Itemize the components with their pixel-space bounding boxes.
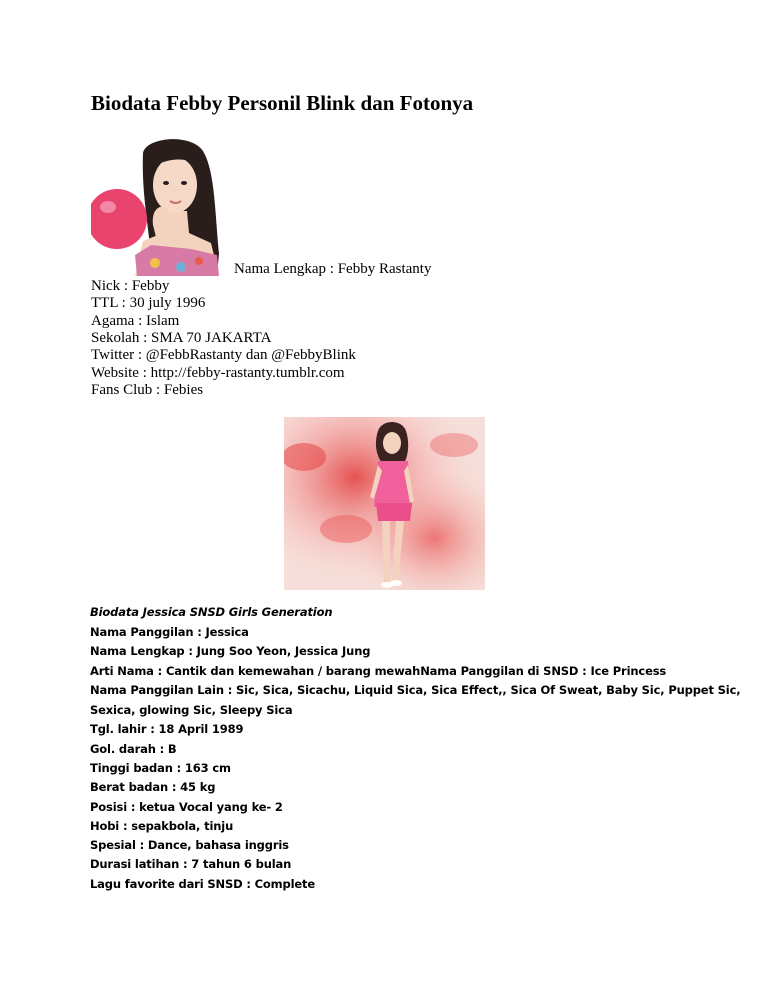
jessica-info-line: Arti Nama : Cantik dan kemewahan / barang mewahNama Panggilan di SNSD : Ice Princess (90, 664, 667, 678)
jessica-info-line: Sexica, glowing Sic, Sleepy Sica (90, 703, 293, 717)
page-title: Biodata Febby Personil Blink dan Fotonya (91, 91, 474, 115)
febby-info-line: TTL : 30 july 1996 (91, 295, 206, 311)
jessica-info-line: Nama Lengkap : Jung Soo Yeon, Jessica Jung (90, 644, 371, 658)
jessica-photo (284, 417, 485, 590)
jessica-info-line: Posisi : ketua Vocal yang ke- 2 (90, 800, 283, 814)
febby-photo (91, 133, 231, 276)
jessica-info-line: Berat badan : 45 kg (90, 780, 216, 794)
jessica-info-line: Durasi latihan : 7 tahun 6 bulan (90, 857, 292, 871)
jessica-info-line: Tinggi badan : 163 cm (90, 761, 231, 775)
jessica-heading: Biodata Jessica SNSD Girls Generation (90, 605, 333, 619)
jessica-info-line: Nama Panggilan : Jessica (90, 625, 249, 639)
jessica-info-line: Hobi : sepakbola, tinju (90, 819, 234, 833)
febby-info-line: Sekolah : SMA 70 JAKARTA (91, 330, 272, 346)
febby-info-line: Twitter : @FebbRastanty dan @FebbyBlink (91, 347, 356, 363)
jessica-info-line: Tgl. lahir : 18 April 1989 (90, 722, 244, 736)
febby-info-line: Agama : Islam (91, 313, 180, 329)
jessica-info-line: Gol. darah : B (90, 742, 177, 756)
jessica-info-line: Lagu favorite dari SNSD : Complete (90, 877, 316, 891)
febby-info-line: Nama Lengkap : Febby Rastanty (234, 261, 432, 277)
jessica-info-line: Spesial : Dance, bahasa inggris (90, 838, 289, 852)
febby-info-line: Nick : Febby (91, 278, 170, 294)
febby-info-line: Website : http://febby-rastanty.tumblr.com (91, 365, 345, 381)
jessica-info-line: Nama Panggilan Lain : Sic, Sica, Sicachu, Liquid Sica, Sica Effect,, Sica Of Sweat, Baby Sic, Puppet Sic, (90, 683, 741, 697)
febby-info-line: Fans Club : Febies (91, 382, 204, 398)
